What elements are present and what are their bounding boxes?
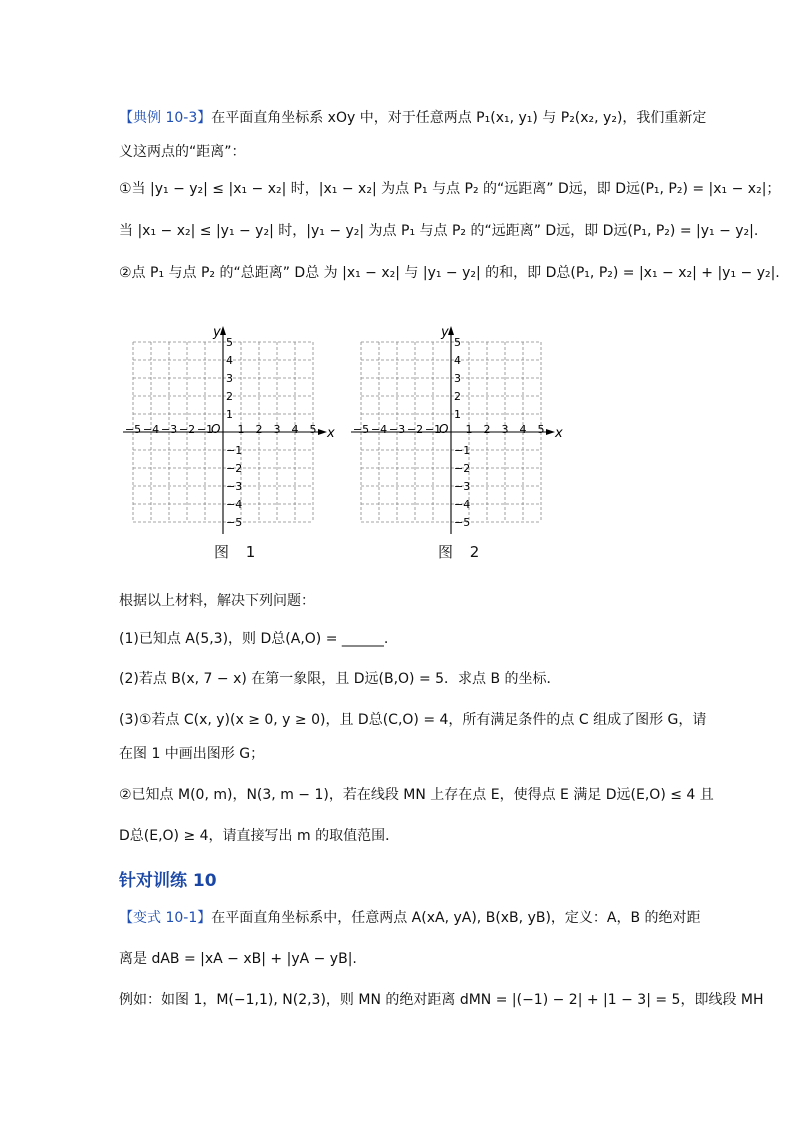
origin-label: O bbox=[439, 422, 449, 436]
training-line-1 bbox=[119, 907, 734, 929]
x-tick-label: 3 bbox=[501, 423, 509, 436]
x-tick-label: −3 bbox=[388, 423, 406, 436]
x-axis-arrow bbox=[546, 429, 555, 435]
x-axis-arrow bbox=[318, 429, 327, 435]
y-tick-label: −3 bbox=[226, 480, 243, 493]
definition-total-distance: ②点 P₁ 与点 P₂ 的“总距离” D总 为 |x₁ − x₂| 与 |y₁ − y₂| 的和，即 D总(P₁, P₂) = |x₁ − x₂| + |y₁ − y₂|. bbox=[119, 265, 780, 281]
x-tick-label: −2 bbox=[406, 423, 424, 436]
question-3a: (3)①若点 C(x, y)(x ≥ 0, y ≥ 0)，且 D总(C,O) = 4，所有满足条件的点 C 组成了图形 G，请 bbox=[119, 712, 707, 728]
y-tick-label: 3 bbox=[454, 372, 461, 385]
x-tick-label: 4 bbox=[291, 423, 299, 436]
y-tick-label: 4 bbox=[454, 354, 461, 367]
training-text-1: 在平面直角坐标系中，任意两点 A(xA, yA), B(xB, yB)，定义：A，B 的绝对距 bbox=[211, 910, 701, 926]
x-tick-label: −5 bbox=[352, 423, 370, 436]
figure-2-caption: 图 2 bbox=[438, 543, 486, 561]
x-tick-label: 2 bbox=[255, 423, 263, 436]
origin-label: O bbox=[211, 422, 221, 436]
y-tick-label: −1 bbox=[226, 444, 243, 457]
y-tick-label: −3 bbox=[454, 480, 471, 493]
training-line-3: 例如：如图 1，M(−1,1), N(2,3)，则 MN 的绝对距离 dMN = |(−1) − 2| + |1 − 3| = 5，即线段 MH bbox=[119, 992, 764, 1008]
y-tick-label: 5 bbox=[226, 336, 233, 349]
x-tick-label: −3 bbox=[160, 423, 178, 436]
x-tick-label: −4 bbox=[142, 423, 160, 436]
coordinate-grid-1 bbox=[124, 320, 338, 535]
x-tick-label: 1 bbox=[237, 423, 245, 436]
y-axis-label: y bbox=[441, 325, 449, 340]
y-tick-label: 1 bbox=[226, 408, 233, 421]
example-intro-1: 在平面直角坐标系 xOy 中，对于任意两点 P₁(x₁, y₁) 与 P₂(x₂, y₂)，我们重新定 bbox=[211, 110, 707, 126]
coordinate-grid-2 bbox=[352, 320, 566, 535]
y-tick-label: 1 bbox=[454, 408, 461, 421]
training-heading: 针对训练 10 bbox=[119, 871, 217, 891]
question-3d: D总(E,O) ≥ 4，请直接写出 m 的取值范围． bbox=[119, 828, 400, 844]
y-axis-arrow bbox=[448, 326, 454, 335]
y-axis-arrow bbox=[220, 326, 226, 335]
example-intro-line-1 bbox=[119, 107, 734, 129]
x-tick-label: −1 bbox=[424, 423, 442, 436]
x-tick-label: 4 bbox=[519, 423, 527, 436]
x-tick-label: −5 bbox=[124, 423, 142, 436]
y-tick-label: −5 bbox=[454, 516, 471, 529]
x-axis-label: x bbox=[555, 426, 563, 441]
y-tick-label: 2 bbox=[454, 390, 461, 403]
y-tick-label: 5 bbox=[454, 336, 461, 349]
y-tick-label: −1 bbox=[454, 444, 471, 457]
y-tick-label: −5 bbox=[226, 516, 243, 529]
figure-1 bbox=[124, 320, 338, 539]
question-3b: 在图 1 中画出图形 G； bbox=[119, 746, 265, 762]
question-1: (1)已知点 A(5,3)，则 D总(A,O) = ______. bbox=[119, 631, 389, 647]
question-3c: ②已知点 M(0, m)，N(3, m − 1)，若在线段 MN 上存在点 E，使得点 E 满足 D远(E,O) ≤ 4 且 bbox=[119, 787, 714, 803]
y-tick-label: −2 bbox=[226, 462, 243, 475]
example-intro-line-2: 义这两点的“距离”： bbox=[119, 144, 246, 160]
y-tick-label: 2 bbox=[226, 390, 233, 403]
example-tag: 【典例 10-3】 bbox=[119, 110, 212, 126]
x-tick-label: 5 bbox=[309, 423, 317, 436]
y-tick-label: 4 bbox=[226, 354, 233, 367]
questions-lead: 根据以上材料，解决下列问题： bbox=[119, 593, 315, 609]
y-tick-label: 3 bbox=[226, 372, 233, 385]
x-axis-label: x bbox=[327, 426, 335, 441]
definition-far-distance-2: 当 |x₁ − x₂| ≤ |y₁ − y₂| 时，|y₁ − y₂| 为点 P₁ 与点 P₂ 的“远距离” D远，即 D远(P₁, P₂) = |y₁ − y₂|. bbox=[119, 223, 759, 239]
x-tick-label: 3 bbox=[273, 423, 281, 436]
x-tick-label: 2 bbox=[483, 423, 491, 436]
x-tick-label: −2 bbox=[178, 423, 196, 436]
x-tick-label: 1 bbox=[465, 423, 473, 436]
figure-2 bbox=[352, 320, 566, 539]
x-tick-label: −1 bbox=[196, 423, 214, 436]
y-tick-label: −2 bbox=[454, 462, 471, 475]
y-tick-label: −4 bbox=[454, 498, 471, 511]
y-tick-label: −4 bbox=[226, 498, 243, 511]
definition-far-distance-1: ①当 |y₁ − y₂| ≤ |x₁ − x₂| 时，|x₁ − x₂| 为点 P₁ 与点 P₂ 的“远距离” D远，即 D远(P₁, P₂) = |x₁ − x₂|； bbox=[119, 181, 781, 197]
question-2: (2)若点 B(x, 7 − x) 在第一象限，且 D远(B,O) = 5．求点 B 的坐标． bbox=[119, 671, 561, 687]
x-tick-label: 5 bbox=[537, 423, 545, 436]
y-axis-label: y bbox=[213, 325, 221, 340]
x-tick-label: −4 bbox=[370, 423, 388, 436]
training-tag: 【变式 10-1】 bbox=[119, 910, 212, 926]
training-line-2: 离是 dAB = |xA − xB| + |yA − yB|. bbox=[119, 951, 357, 967]
figure-1-caption: 图 1 bbox=[214, 543, 262, 561]
